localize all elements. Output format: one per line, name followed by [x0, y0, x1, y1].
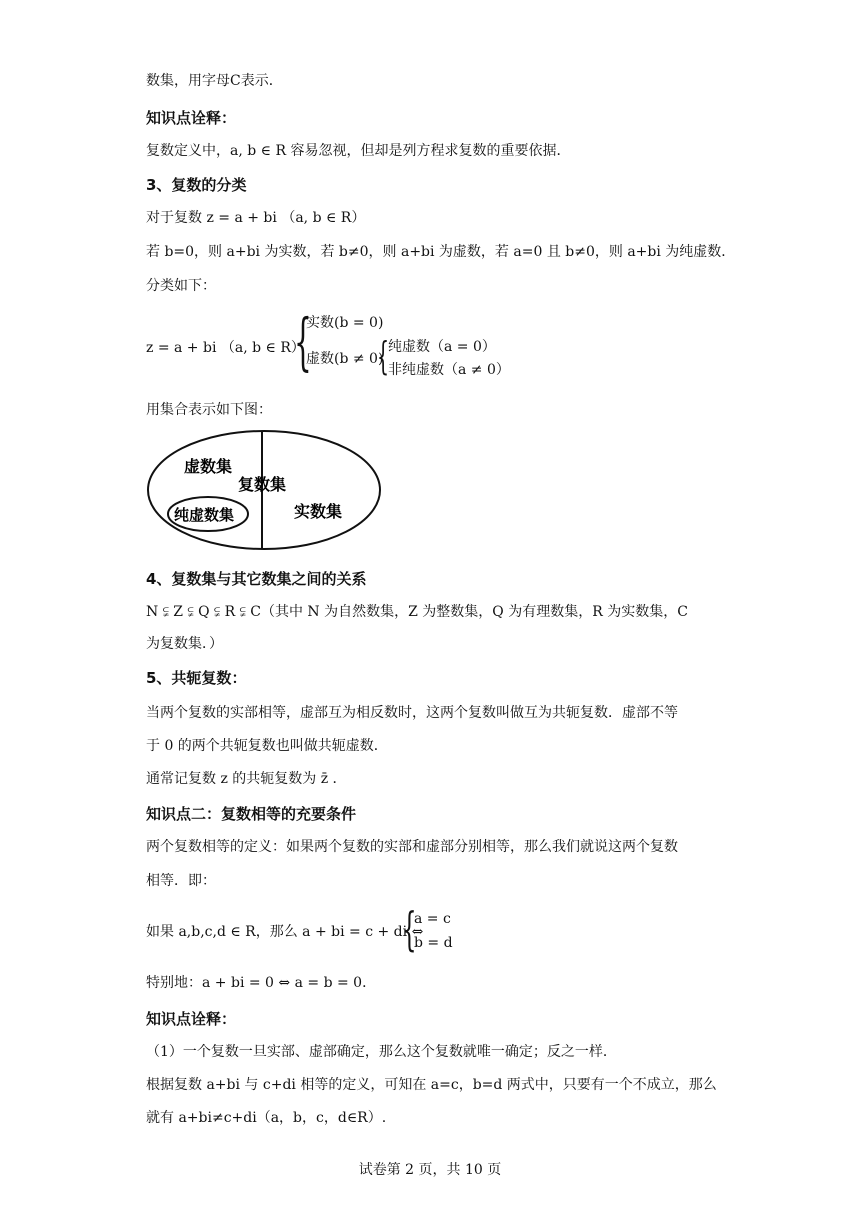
- text-line: 当两个复数的实部相等，虚部互为相反数时，这两个复数叫做互为共轭复数．虚部不等: [146, 705, 678, 721]
- text-line: 于 0 的两个共轭复数也叫做共轭虚数．: [146, 738, 388, 754]
- text-line: 通常记复数 z 的共轭复数为 z̄ ．: [146, 771, 347, 787]
- text-line: 对于复数 z = a + bi （a, b ∈ R）: [146, 210, 366, 226]
- text-line: 根据复数 a+bi 与 c+di 相等的定义，可知在 a=c，b=d 两式中，只要有一个不成立，那么: [146, 1077, 717, 1093]
- brace-icon: {: [402, 902, 417, 956]
- equality-bottom: b = d: [414, 935, 453, 951]
- complex-set-label: 复数集: [238, 475, 287, 494]
- text-line: 特别地：a + bi = 0 ⇔ a = b = 0．: [146, 975, 377, 991]
- equality-left: 如果 a,b,c,d ∈ R，那么 a + bi = c + di ⇔: [146, 924, 424, 940]
- text-line: 复数定义中，a, b ∈ R 容易忽视，但却是列方程求复数的重要依据．: [146, 143, 571, 159]
- set-diagram: [146, 428, 382, 552]
- section-heading: 5、共轭复数：: [146, 669, 247, 687]
- classification-real: 实数(b = 0): [306, 315, 384, 331]
- classification-left: z = a + bi （a, b ∈ R）: [146, 340, 305, 356]
- classification-pure: 纯虚数（a = 0）: [388, 339, 496, 355]
- page-footer: 试卷第 2 页，共 10 页: [358, 1162, 502, 1178]
- section-heading: 4、复数集与其它数集之间的关系: [146, 570, 367, 588]
- equality-top: a = c: [414, 911, 451, 927]
- text-line: 相等．即：: [146, 873, 216, 889]
- text-line: N ⫋ Z ⫋ Q ⫋ R ⫋ C（其中 N 为自然数集，Z 为整数集，Q 为有理数集，R 为实数集，C: [146, 604, 688, 620]
- imag-set-label: 虚数集: [184, 457, 233, 476]
- text-line: 若 b=0，则 a+bi 为实数，若 b≠0，则 a+bi 为虚数，若 a=0 且 b≠0，则 a+bi 为纯虚数．: [146, 244, 736, 260]
- text-line: 用集合表示如下图：: [146, 402, 272, 418]
- classification-imag: 虚数(b ≠ 0): [306, 351, 384, 367]
- section-heading: 知识点诠释：: [146, 109, 237, 127]
- text-line: 数集，用字母C表示．: [146, 73, 283, 89]
- text-line: 就有 a+bi≠c+di（a，b，c，d∈R）.: [146, 1110, 387, 1126]
- text-line: 分类如下：: [146, 278, 216, 294]
- section-heading: 知识点二：复数相等的充要条件: [146, 805, 357, 823]
- section-heading: 知识点诠释：: [146, 1010, 237, 1028]
- text-line: 两个复数相等的定义：如果两个复数的实部和虚部分别相等，那么我们就说这两个复数: [146, 839, 678, 855]
- brace-icon: {: [377, 334, 390, 378]
- real-set-label: 实数集: [294, 502, 343, 521]
- classification-nonpure: 非纯虚数（a ≠ 0）: [388, 362, 510, 378]
- section-heading: 3、复数的分类: [146, 176, 247, 194]
- text-line: 为复数集．）: [146, 636, 223, 652]
- text-line: （1）一个复数一旦实部、虚部确定，那么这个复数就唯一确定；反之一样．: [146, 1044, 617, 1060]
- pure-imag-set-label: 纯虚数集: [174, 506, 235, 524]
- brace-icon: {: [294, 305, 312, 378]
